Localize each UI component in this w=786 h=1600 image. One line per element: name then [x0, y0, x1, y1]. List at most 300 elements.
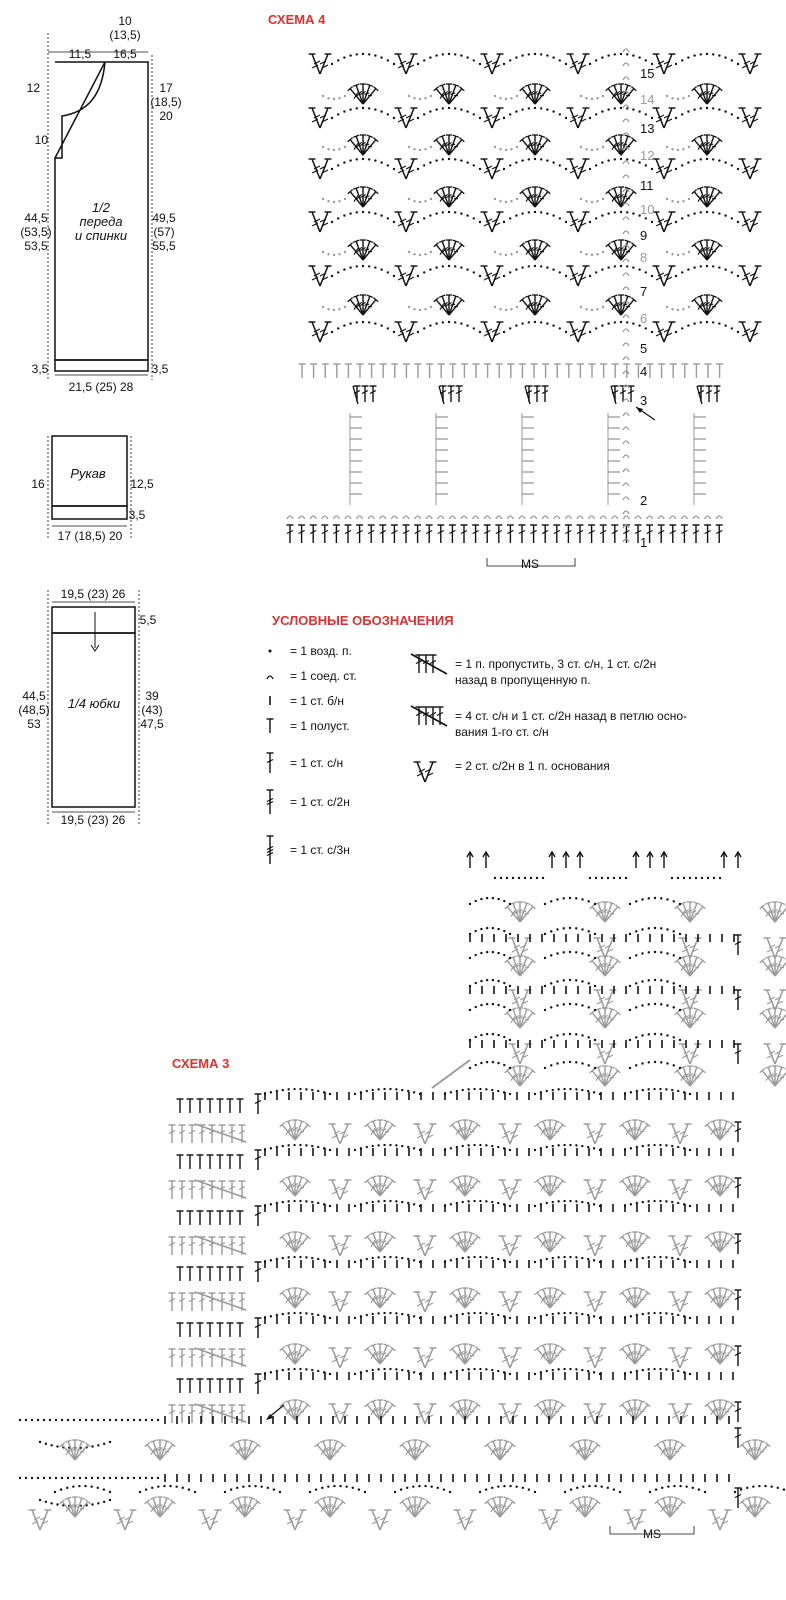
- chain-stitch: [569, 927, 571, 929]
- chain-stitch: [337, 327, 339, 329]
- chain-stitch: [503, 168, 505, 170]
- chain-stitch: [327, 200, 329, 202]
- chain-stitch: [509, 1485, 511, 1487]
- schema3-chart: [19, 852, 786, 1530]
- chain-stitch: [19, 1477, 21, 1479]
- fan-stitch: [670, 1441, 677, 1460]
- slip-stitch: [623, 329, 629, 332]
- v-stitch: [672, 1404, 680, 1424]
- chain-stitch: [521, 322, 523, 324]
- chain-stitch: [79, 1477, 81, 1479]
- chain-stitch: [552, 1201, 554, 1203]
- chain-stitch: [626, 211, 628, 213]
- chain-stitch: [683, 1315, 685, 1317]
- chain-stitch: [636, 1258, 638, 1260]
- v-stitch: [312, 54, 320, 74]
- fan-stitch-bar: [536, 304, 541, 305]
- fan-stitch: [720, 1177, 727, 1196]
- chain-stitch: [624, 1317, 626, 1319]
- chain-stitch: [630, 1147, 632, 1149]
- chain-stitch: [383, 1368, 385, 1370]
- schema4-chart: [287, 49, 762, 550]
- chain-stitch: [594, 933, 596, 935]
- v-stitch: [767, 938, 775, 958]
- chain-stitch: [97, 1477, 99, 1479]
- fan-stitch-bar: [521, 1017, 526, 1018]
- row-number: 14: [640, 92, 655, 107]
- chain-stitch: [569, 897, 571, 899]
- chain-stitch: [49, 1477, 51, 1479]
- chain-stitch: [163, 1485, 165, 1487]
- fan-stitch: [373, 1401, 380, 1420]
- fan-stitch-bar: [551, 1241, 556, 1242]
- right-17: 17 (18,5) 20: [150, 81, 182, 123]
- chain-stitch: [581, 980, 583, 982]
- chain-stitch: [309, 1491, 311, 1493]
- chain-stitch: [454, 53, 456, 55]
- chain-stitch: [552, 214, 554, 216]
- fan-stitch: [68, 1441, 75, 1460]
- fan-stitch: [535, 89, 548, 104]
- fan-stitch: [330, 1441, 337, 1460]
- chain-stitch: [544, 1009, 546, 1011]
- fan-stitch: [465, 1405, 478, 1420]
- chain-stitch: [575, 951, 577, 953]
- fan-stitch: [449, 300, 462, 315]
- chain-stitch: [632, 212, 634, 214]
- chain-stitch: [594, 1039, 596, 1041]
- fan-stitch: [373, 1177, 380, 1196]
- chain-stitch: [25, 1419, 27, 1421]
- chain-stitch: [540, 107, 542, 109]
- chain-stitch: [671, 1089, 673, 1091]
- chain-stitch: [509, 1373, 511, 1375]
- chain-stitch: [683, 1203, 685, 1205]
- chain-stitch: [679, 903, 681, 905]
- chain-stitch: [516, 251, 518, 253]
- chain-stitch: [333, 254, 335, 256]
- chain-stitch: [536, 877, 538, 879]
- fan-stitch: [522, 300, 535, 315]
- chain-stitch: [580, 251, 582, 253]
- chain-stitch: [429, 268, 431, 270]
- chain-stitch: [635, 1064, 637, 1066]
- fan-stitch: [775, 1009, 782, 1028]
- chain-stitch: [712, 265, 714, 267]
- fan-stitch: [507, 1071, 520, 1086]
- slip-stitch: [623, 175, 629, 178]
- chain-stitch: [466, 214, 468, 216]
- chain-stitch: [602, 251, 604, 253]
- chain-stitch: [648, 979, 650, 981]
- fan-stitch: [442, 296, 449, 315]
- fan-stitch: [520, 961, 533, 976]
- fan-stitch: [707, 136, 714, 155]
- chain-stitch: [509, 957, 511, 959]
- fan-stitch: [350, 245, 363, 260]
- chain-stitch: [450, 1259, 452, 1261]
- v-stitch: [656, 54, 664, 74]
- chain-stitch: [645, 59, 647, 61]
- slip-stitch: [658, 516, 664, 519]
- chain-stitch: [563, 1003, 565, 1005]
- chain-stitch: [354, 1205, 356, 1207]
- chain-stitch: [556, 980, 558, 982]
- chain-stitch: [444, 1149, 446, 1151]
- chain-stitch: [494, 146, 496, 148]
- chain-stitch: [467, 1088, 469, 1090]
- fan-stitch: [282, 1237, 295, 1252]
- chain-stitch: [393, 275, 395, 277]
- slip-stitch: [287, 516, 293, 519]
- chain-stitch: [97, 1419, 99, 1421]
- left-44: 44,5 (53,5) 53,5: [20, 211, 52, 253]
- chain-stitch: [479, 117, 481, 119]
- fan-stitch: [707, 1405, 720, 1420]
- fan-stitch: [537, 1349, 550, 1364]
- chain-stitch: [466, 110, 468, 112]
- chain-stitch: [540, 1259, 542, 1261]
- chain-stitch: [491, 1089, 493, 1091]
- right-35: 3,5: [151, 362, 169, 376]
- fan-stitch: [755, 1441, 762, 1460]
- slip-stitch: [681, 516, 687, 519]
- chain-stitch: [321, 1487, 323, 1489]
- chain-stitch: [139, 1491, 141, 1493]
- chain-stitch: [540, 1203, 542, 1205]
- chain-stitch: [693, 108, 695, 110]
- chain-stitch: [157, 1477, 159, 1479]
- fan-stitch: [507, 907, 520, 922]
- chain-stitch: [497, 928, 499, 930]
- chain-stitch: [419, 1093, 421, 1095]
- chain-stitch: [423, 164, 425, 166]
- v-stitch: [398, 54, 406, 74]
- fan-stitch: [605, 1013, 618, 1028]
- chain-stitch: [494, 306, 496, 308]
- chain-stitch: [374, 212, 376, 214]
- chain-stitch: [677, 1202, 679, 1204]
- chain-stitch: [660, 927, 662, 929]
- fan-stitch-bar: [296, 1353, 301, 1354]
- row-number: 10: [640, 202, 655, 217]
- chain-stitch: [407, 1202, 409, 1204]
- fan-stitch: [465, 1401, 472, 1420]
- chain-stitch: [544, 933, 546, 935]
- fan-stitch: [160, 1498, 167, 1517]
- fan-stitch: [635, 1401, 642, 1420]
- chain-stitch: [673, 954, 675, 956]
- chain-stitch: [497, 952, 499, 954]
- fan-stitch-bar: [606, 965, 611, 966]
- slip-stitch: [357, 516, 363, 519]
- v-stitch: [570, 108, 578, 128]
- fan-stitch-bar: [708, 93, 713, 94]
- v-stitch: [672, 1124, 680, 1144]
- chain-stitch: [503, 331, 505, 333]
- chain-stitch: [354, 1373, 356, 1375]
- v-stitch: [742, 212, 750, 232]
- chain-stitch: [56, 1503, 58, 1505]
- chain-stitch: [706, 265, 708, 267]
- chain-stitch: [419, 254, 421, 256]
- chain-stitch: [66, 1487, 68, 1489]
- chain-stitch: [647, 1256, 649, 1258]
- chain-stitch: [544, 1067, 546, 1069]
- chain-stitch: [419, 1373, 421, 1375]
- chain-stitch: [595, 113, 597, 115]
- chain-stitch: [521, 212, 523, 214]
- chain-stitch: [374, 322, 376, 324]
- fan-stitch: [707, 1181, 720, 1196]
- fan-stitch: [442, 85, 449, 104]
- chain-stitch: [293, 1144, 295, 1146]
- fan-stitch: [408, 1498, 415, 1517]
- fan-stitch: [380, 1233, 387, 1252]
- chain-stitch: [665, 1200, 667, 1202]
- chain-stitch: [626, 265, 628, 267]
- chain-stitch: [408, 198, 410, 200]
- slip-stitch: [623, 119, 629, 122]
- chain-stitch: [677, 1090, 679, 1092]
- fan-stitch: [592, 907, 605, 922]
- fan-stitch: [720, 1237, 733, 1252]
- chain-stitch: [509, 933, 511, 935]
- chain-stitch: [356, 211, 358, 213]
- fan-stitch: [520, 903, 527, 922]
- fan-stitch: [605, 907, 618, 922]
- chain-stitch: [591, 309, 593, 311]
- chain-stitch: [677, 149, 679, 151]
- chain-stitch: [737, 168, 739, 170]
- v-stitch: [398, 108, 406, 128]
- fan-stitch: [535, 192, 548, 207]
- fan-stitch: [598, 957, 605, 976]
- chain-stitch: [467, 1312, 469, 1314]
- fan-stitch: [465, 1181, 478, 1196]
- chain-stitch: [473, 1256, 475, 1258]
- chain-stitch: [139, 1477, 141, 1479]
- fan-stitch-bar: [671, 1506, 676, 1507]
- chain-stitch: [329, 1317, 331, 1319]
- v-stitch: [332, 1180, 340, 1200]
- chain-stitch: [673, 1006, 675, 1008]
- chain-stitch: [546, 159, 548, 161]
- skirt-left: 44,5 (48,5) 53: [18, 689, 50, 731]
- chain-stitch: [719, 877, 721, 879]
- fan-stitch: [487, 1502, 500, 1517]
- chain-stitch: [565, 117, 567, 119]
- chain-stitch: [683, 1259, 685, 1261]
- row-number: 7: [640, 284, 648, 299]
- fan-stitch: [458, 1345, 465, 1364]
- fan-stitch: [356, 241, 363, 260]
- chain-stitch: [322, 198, 324, 200]
- chain-stitch: [620, 321, 622, 323]
- fan-stitch: [707, 1125, 720, 1140]
- fan-stitch: [282, 1349, 295, 1364]
- chain-stitch: [467, 1256, 469, 1258]
- fan-stitch: [775, 903, 782, 922]
- fan-stitch: [670, 1502, 683, 1517]
- cross-group-icon: [411, 654, 447, 674]
- chain-stitch: [497, 1004, 499, 1006]
- chain-stitch: [613, 1488, 615, 1490]
- fan-stitch: [622, 1125, 635, 1140]
- chain-stitch: [473, 59, 475, 61]
- fan-stitch: [75, 1502, 88, 1517]
- chain-stitch: [503, 117, 505, 119]
- fan-stitch: [720, 1401, 727, 1420]
- fan-stitch: [537, 1237, 550, 1252]
- fan-stitch: [380, 1177, 387, 1196]
- slip-stitch: [705, 516, 711, 519]
- chain-stitch: [575, 1144, 577, 1146]
- chain-stitch: [349, 212, 351, 214]
- chain-stitch: [589, 63, 591, 65]
- fan-stitch-bar: [364, 93, 369, 94]
- chain-stitch: [675, 63, 677, 65]
- chain-stitch: [322, 146, 324, 148]
- chain-stitch: [360, 1091, 362, 1093]
- chain-stitch: [389, 1144, 391, 1146]
- chain-stitch: [505, 98, 507, 100]
- chain-stitch: [588, 982, 590, 984]
- fan-stitch-bar: [536, 196, 541, 197]
- chain-stitch: [39, 1441, 41, 1443]
- chain-stitch: [689, 1261, 691, 1263]
- chain-stitch: [282, 1145, 284, 1147]
- chain-stitch: [585, 97, 587, 99]
- fan-stitch: [635, 1293, 648, 1308]
- chain-stitch: [121, 1419, 123, 1421]
- fan-stitch: [458, 1289, 465, 1308]
- chain-stitch: [145, 1488, 147, 1490]
- chain-stitch: [688, 306, 690, 308]
- fan-stitch: [449, 136, 456, 155]
- chain-stitch: [413, 1147, 415, 1149]
- chain-stitch: [651, 63, 653, 65]
- chain-stitch: [687, 110, 689, 112]
- fan-stitch: [295, 1237, 308, 1252]
- chain-stitch: [497, 1146, 499, 1148]
- fan-stitch: [768, 903, 775, 922]
- fan-stitch: [748, 1441, 755, 1460]
- chain-stitch: [659, 1200, 661, 1202]
- chain-stitch: [671, 97, 673, 99]
- chain-stitch: [546, 322, 548, 324]
- chain-stitch: [704, 1491, 706, 1493]
- fan-stitch: [700, 188, 707, 207]
- fan-stitch-bar: [450, 249, 455, 250]
- chain-stitch: [701, 877, 703, 879]
- chain-stitch: [706, 107, 708, 109]
- fan-stitch: [707, 192, 720, 207]
- fan-stitch: [380, 1125, 393, 1140]
- body-label: 1/2 переда и спинки: [74, 200, 128, 243]
- fan-stitch: [363, 85, 370, 104]
- fan-stitch-bar: [721, 1129, 726, 1130]
- fan-stitch-bar: [246, 1506, 251, 1507]
- fan-stitch-bar: [536, 249, 541, 250]
- v-stitch: [502, 1404, 510, 1424]
- chain-stitch: [417, 117, 419, 119]
- chain-stitch: [521, 108, 523, 110]
- fan-stitch: [762, 961, 775, 976]
- chain-stitch: [655, 1488, 657, 1490]
- chain-stitch: [653, 1200, 655, 1202]
- slip-stitch: [449, 516, 455, 519]
- legend-text: = 4 ст. с/н и 1 ст. с/2н назад в петлю осно-вания 1-го ст. с/н: [455, 709, 688, 739]
- chain-stitch: [299, 1368, 301, 1370]
- chain-stitch: [552, 1257, 554, 1259]
- chain-stitch: [516, 146, 518, 148]
- chain-stitch: [39, 1499, 41, 1501]
- chain-stitch: [624, 1205, 626, 1207]
- chain-stitch: [377, 1256, 379, 1258]
- fan-stitch: [694, 245, 707, 260]
- chain-stitch: [636, 1314, 638, 1316]
- fan-stitch: [528, 241, 535, 260]
- fan-stitch: [363, 136, 370, 155]
- chain-stitch: [642, 1257, 644, 1259]
- chain-stitch: [460, 108, 462, 110]
- fan-stitch: [713, 1177, 720, 1196]
- chain-stitch: [444, 1093, 446, 1095]
- fan-stitch: [245, 1445, 258, 1460]
- fan-stitch: [720, 1233, 727, 1252]
- fan-stitch: [608, 89, 621, 104]
- fan-stitch: [713, 1289, 720, 1308]
- slip-stitch: [600, 516, 606, 519]
- fan-stitch: [160, 1445, 173, 1460]
- chain-stitch: [151, 1487, 153, 1489]
- fan-stitch: [449, 241, 456, 260]
- fan-stitch: [75, 1498, 82, 1517]
- chain-stitch: [450, 1091, 452, 1093]
- chain-stitch: [91, 1503, 93, 1505]
- chain-stitch: [516, 306, 518, 308]
- fan-stitch: [520, 957, 527, 976]
- diagonal-stitch: [432, 1060, 470, 1088]
- left-10: 10: [34, 133, 48, 147]
- chain-stitch: [475, 900, 477, 902]
- chain-stitch: [374, 108, 376, 110]
- chain-stitch: [731, 59, 733, 61]
- chain-stitch: [700, 107, 702, 109]
- chain-stitch: [737, 63, 739, 65]
- chain-stitch: [331, 168, 333, 170]
- v-stitch: [484, 212, 492, 232]
- chain-stitch: [581, 1089, 583, 1091]
- chain-stitch: [368, 53, 370, 55]
- chain-stitch: [677, 1146, 679, 1148]
- fan-stitch: [622, 1349, 635, 1364]
- chain-stitch: [419, 149, 421, 151]
- chain-stitch: [331, 331, 333, 333]
- chain-stitch: [635, 900, 637, 902]
- chain-stitch: [509, 217, 511, 219]
- chain-stitch: [387, 59, 389, 61]
- v-stitch: [502, 1292, 510, 1312]
- chain-stitch: [387, 113, 389, 115]
- chain-stitch: [596, 97, 598, 99]
- fan-stitch-bar: [721, 1241, 726, 1242]
- chain-stitch: [406, 1487, 408, 1489]
- chain-stitch: [503, 900, 505, 902]
- skirt-label: 1/4 юбки: [67, 696, 121, 711]
- chain-stitch: [394, 1491, 396, 1493]
